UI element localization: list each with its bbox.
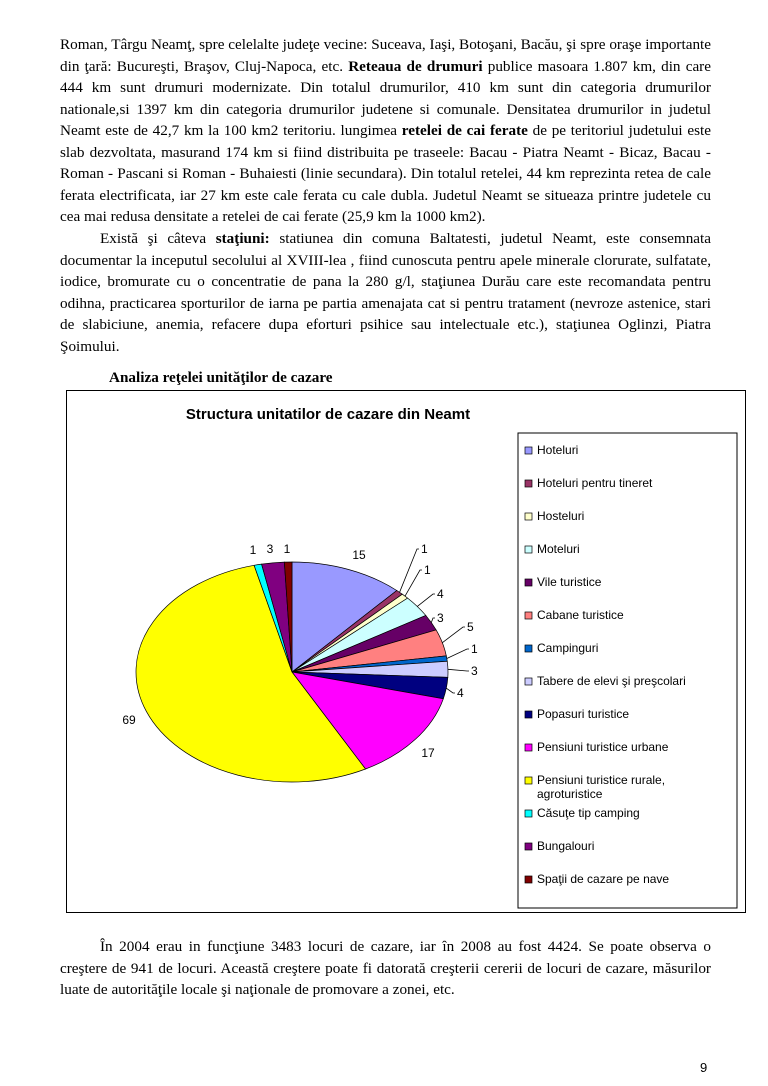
leader-line-9 — [446, 688, 455, 693]
legend-swatch-13 — [525, 843, 532, 850]
chart-title: Structura unitatilor de cazare din Neamt — [185, 406, 471, 423]
leader-line-2 — [400, 549, 419, 592]
legend-label-8: Tabere de elevi şi preşcolari — [537, 674, 686, 688]
legend-label-1: Hoteluri — [537, 443, 579, 457]
legend-label-11: Pensiuni turistice rurale, agroturistice — [537, 773, 666, 801]
legend-swatch-1 — [525, 447, 532, 454]
legend-swatch-2 — [525, 480, 532, 487]
text-run: publice masoara 1.807 km, din care 444 km sunt drumuri modernizate. Din totalul drumurilor, 410 km sunt din categoria drumurilor nationale,si 1397 km din categoria drumurilor judetene si comunale. Densitatea drumurilor in judetul Neamt este de 42,7 km la 100 km2 teritoriu. lungimea — [60, 57, 711, 139]
paragraph-transport — [60, 34, 711, 228]
legend-label-9: Popasuri turistice — [537, 707, 630, 721]
paragraph-resorts — [60, 228, 711, 357]
data-label-12: 1 — [249, 543, 257, 557]
data-label-3: 1 — [424, 563, 431, 577]
chart-legend — [518, 433, 737, 908]
data-label-6: 5 — [467, 620, 474, 634]
page-number: 9 — [700, 1060, 708, 1075]
leader-line-6 — [442, 627, 465, 643]
legend-label-14: Spaţii de cazare pe nave — [537, 872, 670, 886]
legend-label-5: Vile turistice — [537, 575, 602, 589]
text-run: Roman, Târgu Neamţ, spre celelalte judeţe vecine: Suceava, Iaşi, Botoşani, Bacău, şi spre oraşe importante din ţară: Bucureşti, Braşov, Cluj-Napoca, etc. — [60, 36, 711, 75]
pie-chart — [67, 391, 745, 912]
legend-label-2: Hoteluri pentru tineret — [537, 476, 653, 490]
section-heading: Analiza reţelei unităţilor de cazare — [109, 369, 333, 386]
bold-term-road-network: Reteaua de drumuri — [348, 57, 483, 75]
legend-label-12: Căsuţe tip camping — [537, 806, 640, 820]
data-label-10: 17 — [421, 746, 435, 760]
leader-line-8 — [448, 669, 469, 671]
legend-label-10: Pensiuni turistice urbane — [537, 740, 669, 754]
bold-term-resorts: staţiuni: — [215, 230, 270, 247]
leader-line-7 — [447, 649, 469, 659]
legend-swatch-8 — [525, 678, 532, 685]
text-run: de pe teritoriul judetului este slab dezvoltata, masurand 174 km si fiind distribuita pe traseele: Bacau - Piatra Neamt - Bicaz, Bacau - Roman - Pascani si Roman - Buhaiesti (linie secundara). Din totalul retelei, 44 km reprezinta retea de cale ferata electrificata, iar 27 km este cale ferata cu cale dubla. Judetul Neamt se situeaza printre judetele cu cea mai redusa densitate a retelei de cai ferate (25,9 km la 1000 km2). — [60, 122, 711, 225]
leader-line-4 — [417, 594, 435, 606]
pie-chart-frame — [66, 390, 746, 913]
data-label-1: 15 — [352, 548, 366, 562]
data-label-4: 4 — [437, 587, 444, 601]
legend-swatch-3 — [525, 513, 532, 520]
legend-label-6: Cabane turistice — [537, 608, 624, 622]
data-label-8: 3 — [471, 664, 478, 678]
legend-swatch-7 — [525, 645, 532, 652]
legend-swatch-10 — [525, 744, 532, 751]
legend-swatch-4 — [525, 546, 532, 553]
legend-swatch-9 — [525, 711, 532, 718]
data-label-2: 1 — [421, 542, 428, 556]
legend-label-13: Bungalouri — [537, 839, 595, 853]
legend-label-7: Campinguri — [537, 641, 599, 655]
data-label-11: 69 — [122, 713, 136, 727]
leader-line-3 — [405, 570, 422, 596]
data-label-7: 1 — [471, 642, 478, 656]
legend-label-3: Hosteluri — [537, 509, 585, 523]
data-label-9: 4 — [457, 686, 464, 700]
leader-line-5 — [431, 618, 435, 623]
text-run: Există şi câteva — [100, 230, 216, 247]
legend-swatch-11 — [525, 777, 532, 784]
legend-swatch-14 — [525, 876, 532, 883]
legend-swatch-5 — [525, 579, 532, 586]
legend-swatch-6 — [525, 612, 532, 619]
paragraph-accommodation-growth: În 2004 erau in funcţiune 3483 locuri de cazare, iar în 2008 au fost 4424. Se poate observa o creştere de 941 de locuri. Această creştere poate fi datorată creşterii cererii de locuri de cazare, măsurilor luate de autorităţile locale şi naţionale de promovare a zonei, etc. — [60, 938, 711, 998]
legend-swatch-12 — [525, 810, 532, 817]
data-label-5: 3 — [437, 611, 444, 625]
text-run: statiunea din comuna Baltatesti, judetul Neamt, este consemnata documentar la inceputul secolului al XVIII-lea , fiind cunoscuta pentru apele minerale clorurate, sulfatate, iodice, bromurate cu o concentratie de pana la 280 g/l, staţiunea Durău care este recomandata pentru odihna, practicarea sporturilor de iarna pe partia amenajata cat si pentru tratament (nevroze astenice, stari de slabiciune, anemia, refacere dupa eforturi psihice sau intelectuale etc.), staţiunea Oglinzi, Piatra Şoimului. — [60, 230, 711, 355]
data-label-14: 1 — [283, 542, 291, 556]
data-label-13: 3 — [266, 542, 274, 556]
legend-label-4: Moteluri — [537, 542, 580, 556]
bold-term-railway-network: retelei de cai ferate — [401, 122, 528, 139]
